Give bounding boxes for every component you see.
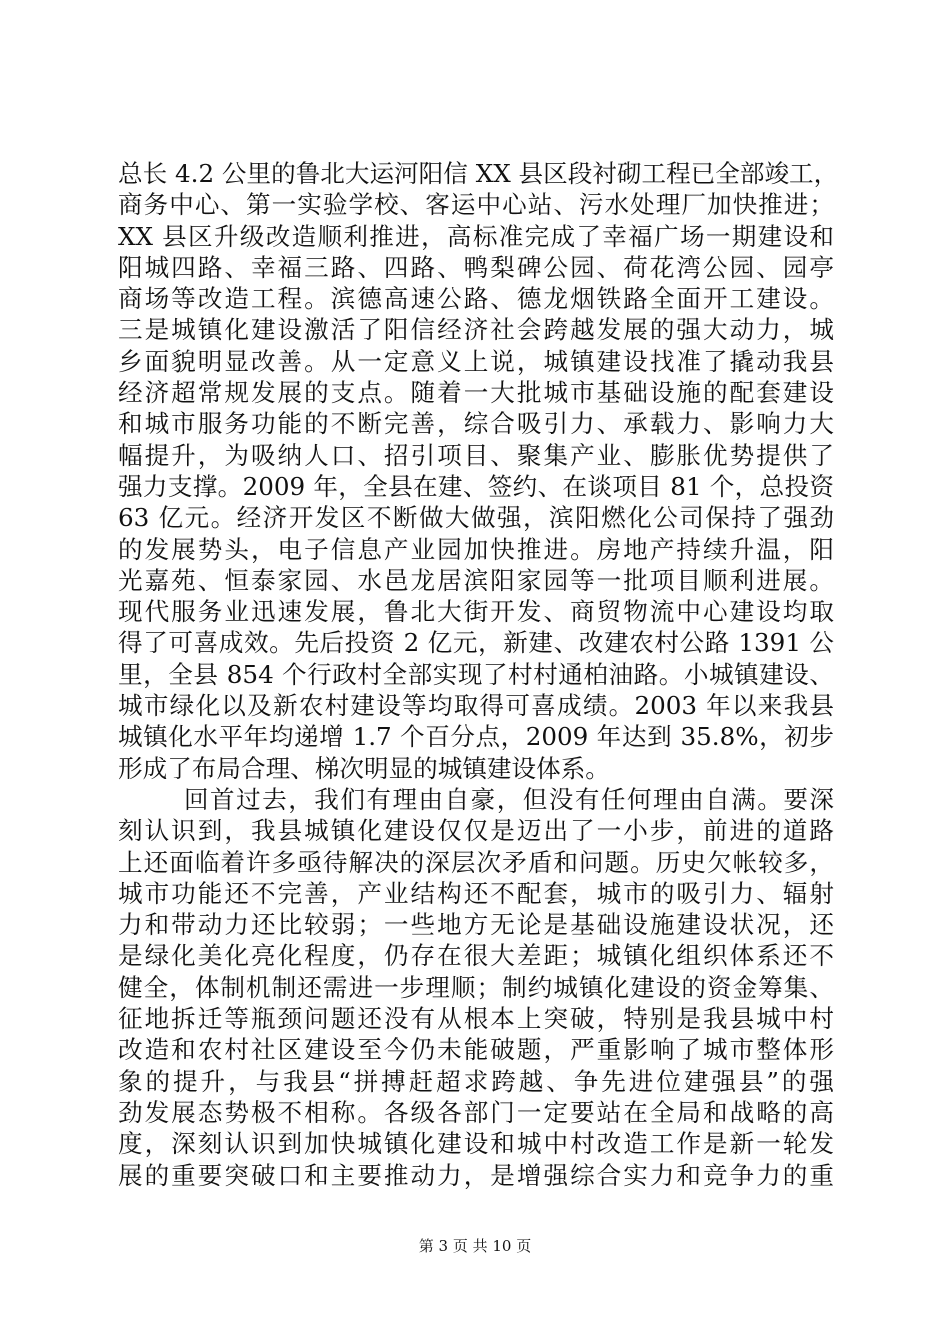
text-line: 商务中心、第一实验学校、客运中心站、污水处理厂加快推进； <box>118 190 834 220</box>
text-line: 幅提升，为吸纳人口、招引项目、聚集产业、膨胀优势提供了 <box>118 440 834 470</box>
text-line: 商场等改造工程。滨德高速公路、德龙烟铁路全面开工建设。 <box>118 284 834 314</box>
text-line: 得了可喜成效。先后投资 2 亿元，新建、改建农村公路 1391 公 <box>118 628 834 658</box>
text-line: 是绿化美化亮化程度，仍存在很大差距；城镇化组织体系还不 <box>118 941 834 971</box>
text-line: 乡面貌明显改善。从一定意义上说，城镇建设找准了撬动我县 <box>118 346 834 376</box>
paragraph-first-line: 回首过去，我们有理由自豪，但没有任何理由自满。要深 <box>184 784 834 814</box>
body-text <box>118 158 839 1191</box>
text-line: 改造和农村社区建设至今仍未能破题，严重影响了城市整体形 <box>118 1035 834 1065</box>
text-line: 阳城四路、幸福三路、四路、鸭梨碑公园、荷花湾公园、园亭 <box>118 252 834 282</box>
text-line: 劲发展态势极不相称。各级各部门一定要站在全局和战略的高 <box>118 1097 834 1127</box>
text-line: 的发展势头，电子信息产业园加快推进。房地产持续升温，阳 <box>118 534 834 564</box>
text-line: 健全，体制机制还需进一步理顺；制约城镇化建设的资金筹集、 <box>118 972 834 1002</box>
text-line: 城市绿化以及新农村建设等均取得可喜成绩。2003 年以来我县 <box>118 691 834 721</box>
text-line: XX 县区升级改造顺利推进，高标准完成了幸福广场一期建设和 <box>118 221 834 251</box>
text-line: 形成了布局合理、梯次明显的城镇建设体系。 <box>118 753 610 783</box>
text-line: 三是城镇化建设激活了阳信经济社会跨越发展的强大动力，城 <box>118 315 834 345</box>
text-line: 上还面临着许多亟待解决的深层次矛盾和问题。历史欠帐较多， <box>118 847 834 877</box>
text-line: 强力支撑。2009 年，全县在建、签约、在谈项目 81 个，总投资 <box>118 471 834 501</box>
text-line: 征地拆迁等瓶颈问题还没有从根本上突破，特别是我县城中村 <box>118 1004 834 1034</box>
text-line: 63 亿元。经济开发区不断做大做强，滨阳燃化公司保持了强劲 <box>118 503 834 533</box>
text-line: 度，深刻认识到加快城镇化建设和城中村改造工作是新一轮发 <box>118 1129 834 1159</box>
text-line: 展的重要突破口和主要推动力，是增强综合实力和竞争力的重 <box>118 1160 834 1190</box>
text-line: 现代服务业迅速发展，鲁北大街开发、商贸物流中心建设均取 <box>118 597 834 627</box>
page-number-footer: 第 3 页 共 10 页 <box>418 1237 532 1255</box>
text-line: 刻认识到，我县城镇化建设仅仅是迈出了一小步，前进的道路 <box>118 816 834 846</box>
text-line: 城镇化水平年均递增 1.7 个百分点，2009 年达到 35.8%，初步 <box>118 722 834 752</box>
text-line: 光嘉苑、恒泰家园、水邑龙居滨阳家园等一批项目顺利进展。 <box>118 565 834 595</box>
text-line: 象的提升，与我县“拼搏赶超求跨越、争先进位建强县”的强 <box>118 1066 834 1096</box>
text-line: 总长 4.2 公里的鲁北大运河阳信 XX 县区段衬砌工程已全部竣工， <box>118 159 839 188</box>
text-line: 里，全县 854 个行政村全部实现了村村通柏油路。小城镇建设、 <box>118 659 834 689</box>
text-line: 经济超常规发展的支点。随着一大批城市基础设施的配套建设 <box>118 378 834 408</box>
text-line: 城市功能还不完善，产业结构还不配套，城市的吸引力、辐射 <box>118 878 834 908</box>
text-line: 和城市服务功能的不断完善，综合吸引力、承载力、影响力大 <box>118 409 834 439</box>
text-line: 力和带动力还比较弱；一些地方无论是基础设施建设状况，还 <box>118 910 834 940</box>
